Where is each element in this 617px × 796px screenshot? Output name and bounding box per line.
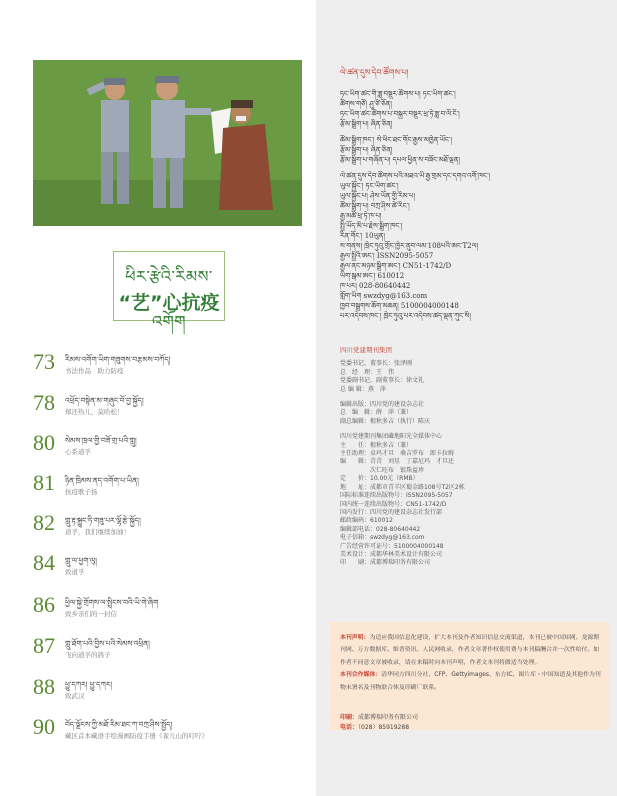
toc-entry[interactable] [33,550,313,584]
toc-entry[interactable] [33,510,313,544]
toc-entry[interactable] [33,430,313,464]
toc-page-number: 90 [33,714,55,739]
tibetan-line: རྩོམ་སྒྲིག་པ། ཞིན་ཅིན། [340,146,393,154]
toc-title-tibetan: འཕྲོད་བསྟེན་མ་གཞུང་བོ་བྱ་སྐྱོད། [65,396,144,405]
tibetan-line: རྒྱ་མཚོ་ཕྲ་ཏེ་ཁ་པ། [340,212,382,220]
masthead-line: 总 编 辑：薛 萍（兼） [340,409,413,417]
toc-page-number: 82 [33,510,55,535]
toc-page-number: 87 [33,633,55,658]
notice-body [340,632,602,694]
publisher-group-title: 四川党建期刊集团 [340,346,392,354]
toc-page-number: 73 [33,349,55,374]
tibetan-line: རྒྱལ་སྤྱིའི་ཨང་། ISSN2095-5057 [340,252,434,260]
tibetan-line: ལེ་ཚན་དུས་དེབ་ཚོགས་པའི་མཐའ་ཡི་རྒྱ་གྲམ་དང་དགའ་འགོ་ཁང་། [340,172,490,180]
toc-title-chinese: 飞向道孚的鸽子 [65,651,111,659]
printer-text: 成都博瑞印务有限公司 [358,714,419,721]
masthead-line: 次仁旺布 银珠益珍 [340,466,425,474]
tibetan-line: གློག་ཡིག swzdyg@163.com [340,292,428,300]
tibetan-line: རྒྱལ་ནང་མཉམ་སྒྲིག་ཨང་། CN51-1742/D [340,262,452,270]
toc-title-tibetan: ཕྱིལ་སྐྱེ་གྲོགས་ལ་སྤྲིངས་བའི་ཡི་གེ་ཞིག [65,598,159,607]
masthead-line: 邮政编码：610012 [340,517,393,525]
feature-banner [113,251,225,331]
tibetan-masthead [340,63,612,321]
tibetan-line: ཡུལ་སྐྱོང་། ཏང་ཡིག་ཚང་། [340,182,399,190]
masthead-line: 国内发行：四川党的建设杂志社发行部 [340,508,443,516]
toc-title-tibetan: གླུ་རྟ་སྐྱུང་ཏི་གཟུ་པར་ལྷོ་རྩེ་སྐྱོད། [65,516,141,525]
tibetan-line: ཡིག་སྒམ་ཨང་། 610012 [340,272,405,280]
masthead-line: 主 任：根秋多吉（兼） [340,441,413,449]
tibetan-line: ཚོགས་གཙོ། ཤུ་ཙི་ཅོན། [340,100,392,108]
toc-title-chinese: 书法作品 助力防疫 [65,367,124,375]
copyright-notice [330,622,610,730]
tibetan-line: པར་འདེབས་ཁང་། ཁྲེང་ཏུའུ་པར་འདེབས་ཚད་ལྡན་ཀུང་སི། [340,312,471,320]
printer-label: 印刷： [340,714,359,721]
banner-chinese-title: “艺”心抗疫 [118,292,220,314]
toc-title-tibetan: གླུ་ལ་ཕྱག་ལུ། [65,556,97,565]
toc-page-number: 86 [33,592,55,617]
toc-entry[interactable] [33,390,313,424]
toc-page-number: 80 [33,430,55,455]
toc-page-number: 84 [33,550,55,575]
toc-entry[interactable] [33,714,313,748]
masthead-line: 地 址：成都市青羊区蜀金路108号T2区2栋 [340,483,465,491]
toc-title-chinese: 致道孚 [65,568,85,576]
statement-text: 为适应我国信息化建设，扩大本刊及作者知识信息交流渠道，本刊已被中国知网、龙源期刊网、万方数据库、维普资讯、人民网收录，作者文章著作权使用费与本刊稿酬合并一次性给付。如作者不同意文章被收录，请在来稿时向本刊声明，作者文本刊将做适当处理。 [340,635,600,666]
masthead-line: 编辑出版：四川党的建设杂志社 [340,401,425,409]
toc-title-tibetan: བོད་ལྗོངས་ཀྱི་མཐོ་རིམ་ཐང་ཀ་བཀྲ་ཤིས་སྤྱོད། [65,720,173,729]
masthead-line: 广告经营许可证号：5100004000148 [340,542,444,550]
collection-label: 本刊合作媒体： [340,672,382,679]
toc-title-tibetan: ཕྱུ་དཀར། ཕྱུ་དཀར། [65,680,113,689]
tibetan-heading: ལེ་ཚན་དུས་དེབ་ཚོགས་པ། [340,68,409,77]
cover-illustration [33,60,302,226]
printer-line [340,712,418,721]
toc-entry[interactable] [33,349,313,383]
toc-title-tibetan: ཉིན་ཁྲིམས་ནད་འགོག་པ་ཡིན། [65,476,139,485]
tibetan-line: ཚོམ་སྒྲིག་ཁང་། སེ་ཕིང་ཐང་གོང་རྒྱས་མཁྱེན་ཡོང་། [340,136,452,144]
masthead-line: 主任助理：卓玛才旦 桑吉罗布 郎卡拉姆 [340,450,455,458]
toc-entry[interactable] [33,592,313,626]
toc-title-chinese: 心系道孚 [65,448,91,456]
masthead-line: 编辑部电话：028-80640442 [340,525,421,533]
masthead-line: 国际标准连续出版物号：ISSN2095-5057 [340,492,453,500]
tibetan-line: ཡུལ་སྐྱོང་པ། ཤེས་ཡོན་གྱི་རིམ་པ། [340,192,416,200]
phone-text: （028）85919288 [358,724,410,731]
illustration-graphic [33,60,302,226]
toc-title-chinese: 藏区首本藏语手绘漫画防疫手册《雀儿山的叮咛》 [65,732,208,740]
toc-title-tibetan: སེམས་ཁྲལ་གྱི་བཟོ་གྲ་པའི་གླུ། [65,436,137,445]
toc-title-chinese: 郑还热儿，莫哈松！ [65,408,124,416]
toc-title-tibetan: གླུ་ཐོག་པའི་བྱིས་པའི་སེམས་འཕྲིན། [65,639,150,648]
tibetan-line: ཁྱབ་བསྒྲགས་ཆོག་མཆན། 5100004000148 [340,302,459,310]
tibetan-line: རྩོམ་སྒྲིག་པ་གཞོན་པ། དཔལ་ཕྱིན་ས་བཟོང་མཐོ་ལྡན། [340,156,460,164]
toc-title-chinese: 抗疫歌子扬 [65,488,98,496]
tibetan-line: ཏང་ཡིག་ཚང་གི་ཟླ་བསྡུར་ཚོགས་པ། ཏང་ཡིག་ཚང་། [340,90,456,98]
toc-title-chinese: 致武汉 [65,692,85,700]
masthead-line: 印 刷：成都博瑞印务有限公司 [340,559,431,567]
chinese-masthead [340,346,610,568]
statement-label: 本刊声明： [340,635,370,641]
tibetan-line: ཚོམ་སྒྲིག་པ། བཀྲ་ཤིས་ཚེ་རིང་། [340,202,410,210]
tibetan-line: སྤྱི་ཡོད་མི་པ་རྗེས་སྒྲིག་ཁང་། [340,222,403,230]
tibetan-line: རིན་གོང་། 10ཡུན། [340,232,385,240]
toc-page-number: 88 [33,674,55,699]
banner-tibetan-title: ཕིར་རྩེའི་རིམས་འགོག [125,267,213,331]
tibetan-line: ཁ་པར། 028-80640442 [340,282,411,290]
toc-page-number: 81 [33,470,55,495]
tibetan-line: ས་གནས། ཁྲེང་ཏུའུ་གྲོང་ཁྱེར་ནུབ་ལམ་108པའི་ཨང་T2ལ། [340,242,479,250]
phone-label: 电话： [340,724,359,731]
masthead-line: 副总编辑：根秋多吉（执行）陈庆 [340,417,431,425]
toc-title-chinese: 致乡亲们的一封信 [65,610,117,618]
tibetan-line: ཏང་ཡིག་ཚང་ཚོགས་པ་བསྐྱར་བསྡུར་ཕྲ་ཏེ་ཟླ་བ་ལོ་ངོ་། [340,110,460,118]
tibetan-line: རྩོམ་སྒྲིག་པ། ཞིན་ཅིན། [340,120,393,128]
toc-entry[interactable] [33,470,313,504]
masthead-line: 总 编 辑：燕 萍 [340,385,386,393]
toc-entry[interactable] [33,674,313,708]
toc-title-chinese: 道孚，我们继续加油！ [65,528,130,536]
masthead-line: 编 辑：青青 刘星 丁嘉尼玛 才旦还 [340,458,455,466]
masthead-line: 定 价：10.00元（RMB） [340,475,419,483]
masthead-line: 总 经 理：王 伟 [340,368,395,376]
toc-title-tibetan: རིམས་འགོག་ཡིག་གཟུགས་བརྩམས་བཀོད། [65,355,171,364]
masthead-line: 党委副书记、副董事长：徐文礼 [340,377,425,385]
toc-entry[interactable] [33,633,313,667]
toc-page-number: 78 [33,390,55,415]
masthead-line: 党委书记、董事长：张泽刚 [340,360,413,368]
masthead-line: 电子信箱：swzdyg@163.com [340,534,425,542]
phone-line [340,722,409,731]
masthead-line: 美术设计：成都华林美术设计有限公司 [340,550,443,558]
masthead-line: 四川党建期刊集团藏地阳光全媒体中心 [340,433,443,441]
collection-text: 清华同方四川分社、CFP、Gettyimages、东方IC、图片库・中国知道及其他作为刊物未署名及刊物联合体及印刷厂联系。 [340,672,601,691]
masthead-line: 国内统一连续出版物号：CN51-1742/D [340,500,447,508]
